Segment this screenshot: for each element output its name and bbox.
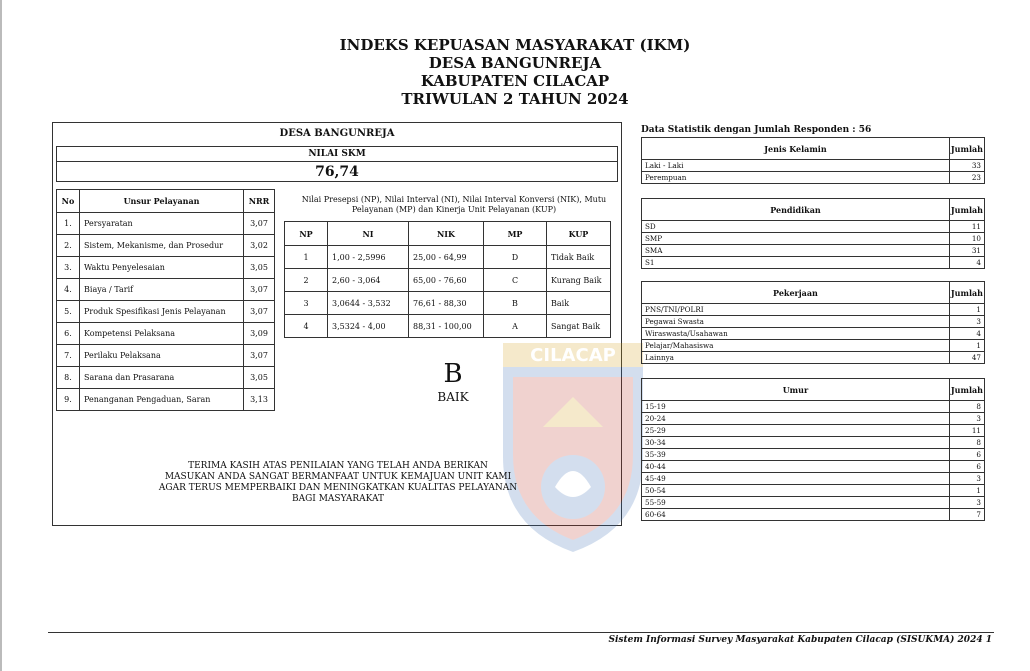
education-label: SD [642, 221, 950, 233]
unsur-no: 8. [57, 367, 80, 389]
grade-letter: B [443, 359, 463, 389]
np-value: 3 [285, 292, 328, 315]
age-count: 6 [949, 449, 984, 461]
footer-divider [48, 632, 994, 633]
np-note: Nilai Presepsi (NP), Nilai Interval (NI), Nilai Interval Konversi (NIK), Mutu Pelayanan (MP) dan Kinerja Unit Pelayanan (KUP) [301, 195, 607, 214]
job-label: Lainnya [642, 352, 950, 364]
col-np: NP [285, 222, 328, 246]
job-label: Pelajar/Mahasiswa [642, 340, 950, 352]
stats-heading: Data Statistik dengan Jumlah Responden : 56 [641, 125, 872, 135]
unsur-nrr: 3,07 [244, 301, 275, 323]
np-value: 4 [285, 315, 328, 338]
unsur-nrr: 3,13 [244, 389, 275, 411]
age-label: 60-64 [642, 509, 950, 521]
job-label: Pegawai Swasta [642, 316, 950, 328]
job-row [642, 352, 985, 364]
age-row [642, 437, 985, 449]
kup-value: Kurang Baik [547, 269, 611, 292]
title-line-3: KABUPATEN CILACAP [420, 72, 610, 90]
age-row [642, 461, 985, 473]
age-label: 25-29 [642, 425, 950, 437]
age-row [642, 509, 985, 521]
education-row [642, 221, 985, 233]
age-label: 15-19 [642, 401, 950, 413]
unsur-no: 7. [57, 345, 80, 367]
job-label: Wiraswasta/Usahawan [642, 328, 950, 340]
unsur-row [57, 279, 275, 301]
np-row [285, 246, 611, 269]
unsur-name: Perilaku Pelaksana [80, 345, 244, 367]
job-row [642, 328, 985, 340]
skm-label: NILAI SKM [57, 147, 617, 162]
job-row [642, 340, 985, 352]
thanks-line-2: MASUKAN ANDA SANGAT BERMANFAAT UNTUK KEMAJUAN UNIT KAMI [164, 472, 512, 482]
job-header: Pekerjaan [642, 282, 950, 304]
gender-header: Jenis Kelamin [642, 138, 950, 160]
cilacap-logo-watermark [493, 337, 653, 557]
age-label: 55-59 [642, 497, 950, 509]
unsur-nrr: 3,05 [244, 257, 275, 279]
age-label: 30-34 [642, 437, 950, 449]
col-nik: NIK [409, 222, 484, 246]
unsur-nrr: 3,07 [244, 345, 275, 367]
job-row [642, 316, 985, 328]
panel-title: DESA BANGUNREJA [279, 128, 395, 139]
kup-value: Sangat Baik [547, 315, 611, 338]
np-table [284, 221, 611, 338]
age-count: 3 [949, 413, 984, 425]
age-row [642, 497, 985, 509]
np-row [285, 315, 611, 338]
col-unsur: Unsur Pelayanan [80, 190, 244, 213]
unsur-no: 5. [57, 301, 80, 323]
skm-value: 76,74 [315, 164, 359, 180]
ikm-panel [52, 122, 622, 526]
unsur-name: Biaya / Tarif [80, 279, 244, 301]
unsur-nrr: 3,07 [244, 279, 275, 301]
age-label: 40-44 [642, 461, 950, 473]
report-title [0, 36, 1030, 108]
education-count: 31 [949, 245, 984, 257]
ni-value: 2,60 - 3,064 [328, 269, 409, 292]
age-label: 20-24 [642, 413, 950, 425]
age-count: 8 [949, 401, 984, 413]
unsur-no: 4. [57, 279, 80, 301]
thanks-line-1: TERIMA KASIH ATAS PENILAIAN YANG TELAH ANDA BERIKAN [188, 461, 488, 471]
unsur-row [57, 301, 275, 323]
age-table [641, 378, 985, 521]
age-header: Umur [642, 379, 950, 401]
age-label: 45-49 [642, 473, 950, 485]
education-row [642, 233, 985, 245]
job-label: PNS/TNI/POLRI [642, 304, 950, 316]
col-no: No [57, 190, 80, 213]
kup-value: Baik [547, 292, 611, 315]
unsur-name: Waktu Penyelesaian [80, 257, 244, 279]
education-row [642, 245, 985, 257]
np-row [285, 269, 611, 292]
np-value: 1 [285, 246, 328, 269]
ni-value: 3,0644 - 3,532 [328, 292, 409, 315]
nik-value: 76,61 - 88,30 [409, 292, 484, 315]
unsur-row [57, 367, 275, 389]
mp-value: B [484, 292, 547, 315]
unsur-no: 1. [57, 213, 80, 235]
age-count: 3 [949, 497, 984, 509]
unsur-no: 2. [57, 235, 80, 257]
age-count: 7 [949, 509, 984, 521]
thanks-line-4: BAGI MASYARAKAT [292, 494, 384, 504]
education-count: 10 [949, 233, 984, 245]
unsur-nrr: 3,05 [244, 367, 275, 389]
jumlah-header: Jumlah [949, 138, 984, 160]
np-row [285, 292, 611, 315]
mp-value: D [484, 246, 547, 269]
unsur-name: Sarana dan Prasarana [80, 367, 244, 389]
footer-text: Sistem Informasi Survey Masyarakat Kabupaten Cilacap (SISUKMA) 2024 1 [608, 635, 992, 645]
job-count: 3 [949, 316, 984, 328]
jumlah-header: Jumlah [949, 199, 984, 221]
jumlah-header: Jumlah [949, 282, 984, 304]
education-count: 4 [949, 257, 984, 269]
age-count: 1 [949, 485, 984, 497]
unsur-name: Kompetensi Pelaksana [80, 323, 244, 345]
col-ni: NI [328, 222, 409, 246]
job-row [642, 304, 985, 316]
col-nrr: NRR [244, 190, 275, 213]
unsur-nrr: 3,07 [244, 213, 275, 235]
unsur-row [57, 389, 275, 411]
unsur-row [57, 235, 275, 257]
unsur-name: Persyaratan [80, 213, 244, 235]
education-row [642, 257, 985, 269]
gender-label: Laki - Laki [642, 160, 950, 172]
unsur-no: 3. [57, 257, 80, 279]
gender-row [642, 172, 985, 184]
unsur-name: Sistem, Mekanisme, dan Prosedur [80, 235, 244, 257]
unsur-row [57, 345, 275, 367]
unsur-table [56, 189, 275, 411]
age-label: 50-54 [642, 485, 950, 497]
age-label: 35-39 [642, 449, 950, 461]
gender-count: 23 [949, 172, 984, 184]
age-count: 11 [949, 425, 984, 437]
col-kup: KUP [547, 222, 611, 246]
grade-text: BAIK [437, 390, 469, 404]
kup-value: Tidak Baik [547, 246, 611, 269]
job-count: 1 [949, 340, 984, 352]
age-row [642, 413, 985, 425]
education-label: S1 [642, 257, 950, 269]
nik-value: 65,00 - 76,60 [409, 269, 484, 292]
title-line-4: TRIWULAN 2 TAHUN 2024 [401, 90, 629, 108]
job-count: 4 [949, 328, 984, 340]
unsur-nrr: 3,09 [244, 323, 275, 345]
age-row [642, 449, 985, 461]
gender-label: Perempuan [642, 172, 950, 184]
ni-value: 1,00 - 2,5996 [328, 246, 409, 269]
education-label: SMP [642, 233, 950, 245]
nik-value: 25,00 - 64,99 [409, 246, 484, 269]
job-count: 1 [949, 304, 984, 316]
gender-count: 33 [949, 160, 984, 172]
age-row [642, 485, 985, 497]
job-table [641, 281, 985, 364]
title-line-1: INDEKS KEPUASAN MASYARAKAT (IKM) [339, 36, 691, 54]
unsur-no: 6. [57, 323, 80, 345]
age-row [642, 473, 985, 485]
skm-box [56, 146, 618, 182]
col-mp: MP [484, 222, 547, 246]
age-row [642, 401, 985, 413]
age-row [642, 425, 985, 437]
mp-value: A [484, 315, 547, 338]
education-label: SMA [642, 245, 950, 257]
unsur-row [57, 323, 275, 345]
education-count: 11 [949, 221, 984, 233]
education-header: Pendidikan [642, 199, 950, 221]
ni-value: 3,5324 - 4,00 [328, 315, 409, 338]
unsur-row [57, 257, 275, 279]
thanks-message [73, 461, 603, 505]
unsur-nrr: 3,02 [244, 235, 275, 257]
gender-row [642, 160, 985, 172]
age-count: 8 [949, 437, 984, 449]
unsur-name: Produk Spesifikasi Jenis Pelayanan [80, 301, 244, 323]
mp-value: C [484, 269, 547, 292]
logo-text: CILACAP [530, 345, 616, 366]
thanks-line-3: AGAR TERUS MEMPERBAIKI DAN MENINGKATKAN KUALITAS PELAYANAN [158, 483, 518, 493]
education-table [641, 198, 985, 269]
age-count: 6 [949, 461, 984, 473]
np-value: 2 [285, 269, 328, 292]
unsur-row [57, 213, 275, 235]
job-count: 47 [949, 352, 984, 364]
age-count: 3 [949, 473, 984, 485]
gender-table [641, 137, 985, 184]
jumlah-header: Jumlah [949, 379, 984, 401]
title-line-2: DESA BANGUNREJA [428, 54, 602, 72]
unsur-no: 9. [57, 389, 80, 411]
unsur-name: Penanganan Pengaduan, Saran [80, 389, 244, 411]
nik-value: 88,31 - 100,00 [409, 315, 484, 338]
